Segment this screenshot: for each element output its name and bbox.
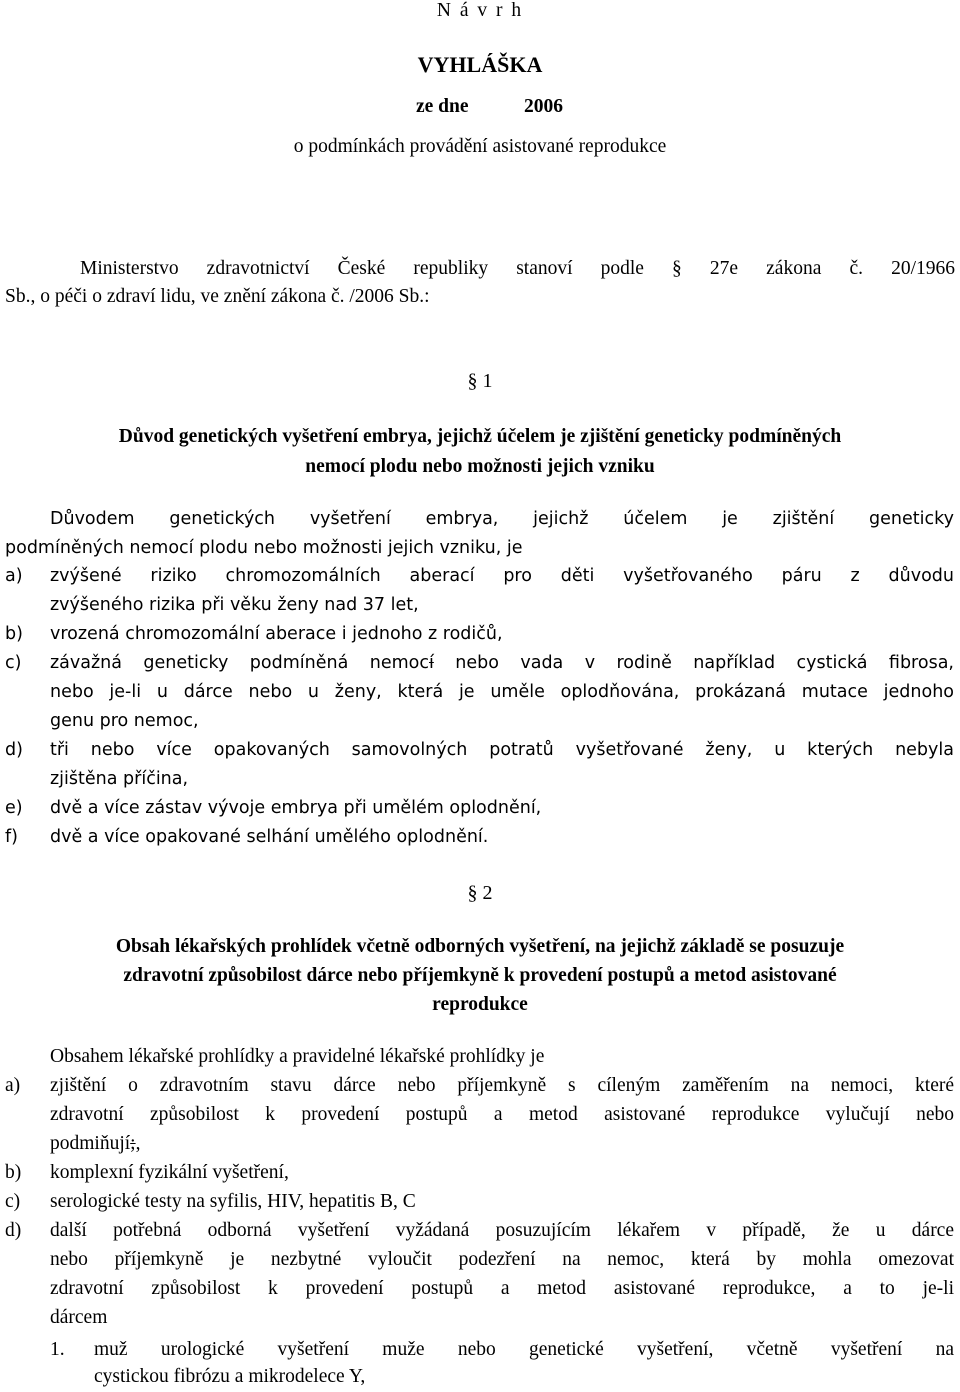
section-2-heading-line-1: Obsah lékařských prohlídek včetně odborných vyšetření, na jejichž základě se posuzuje: [115, 936, 845, 957]
s2-item-d-line-3: zdravotní způsobilost k provedení postupů a metod asistované reprodukce, a to je-li: [50, 1278, 954, 1299]
s2-item-d-line-2: nebo příjemkyně je nezbytné vyloučit podezření na nemoc, která by mohla omezovat: [50, 1249, 954, 1270]
list-item-b-line-1: vrozená chromozomální aberace i jednoho z rodičů,: [50, 624, 503, 644]
s2-item-a-post: ,: [135, 1133, 141, 1154]
list-item-c-line-2: nebo je-li u dárce nebo u ženy, která je uměle oplodňována, prokázaná mutace jednoho: [50, 682, 954, 702]
list-letter: c): [5, 1191, 21, 1212]
s2-item-d-line-1: další potřebná odborná vyšetření vyžádaná posuzujícím lékařem v případě, že u dárce: [50, 1220, 954, 1241]
s2-item-a-pre: podmiňují: [50, 1133, 131, 1154]
list-item-c-post: nebo vada v rodině například cystická fibrosa,: [433, 653, 954, 673]
section-2-heading-line-2: zdravotní způsobilost dárce nebo příjemkyně k provedení postupů a metod asistované: [123, 965, 837, 986]
intro-line-1: Ministerstvo zdravotnictví České republiky stanoví podle § 27e zákona č. 20/1966: [80, 258, 955, 279]
list-item-c-line-1: [50, 653, 954, 673]
list-letter: b): [5, 1162, 22, 1183]
list-item-d-line-1: tři nebo více opakovaných samovolných potratů vyšetřované ženy, u kterých nebyla: [50, 740, 954, 760]
s2-sub-1-line-2: cystickou fibrózu a mikrodelece Y,: [94, 1366, 366, 1387]
s2-sub-number: 1.: [50, 1339, 65, 1360]
section-1-heading-line-1: Důvod genetických vyšetření embrya, jejichž účelem je zjištění geneticky podmíněných: [118, 426, 842, 447]
list-letter: f): [5, 827, 18, 847]
s2-item-b: komplexní fyzikální vyšetření,: [50, 1162, 289, 1183]
section-2-lead: Obsahem lékařské prohlídky a pravidelné lékařské prohlídky je: [50, 1046, 545, 1067]
list-letter: a): [5, 566, 23, 586]
s2-item-a-struck: ;: [130, 1133, 136, 1154]
s2-item-d-line-4: dárcem: [50, 1307, 108, 1328]
list-item-c-pre: závažná geneticky podmíněná nemoc: [50, 653, 429, 673]
list-letter: b): [5, 624, 23, 644]
date-year: 2006: [524, 96, 563, 117]
document-title: VYHLÁŠKA: [417, 52, 543, 77]
list-letter: e): [5, 798, 23, 818]
list-letter: c): [5, 653, 22, 673]
list-item-a-line-1: zvýšené riziko chromozomálních aberací pro děti vyšetřovaného páru z důvodu: [50, 566, 954, 586]
list-item-d-line-2: zjištěna příčina,: [50, 769, 189, 789]
section-2-heading-line-3: reprodukce: [432, 994, 528, 1015]
list-item-c-struck: í: [428, 653, 434, 673]
section-1-heading-line-2: nemocí plodu nebo možnosti jejich vzniku: [305, 456, 655, 477]
s2-item-a-line-1: zjištění o zdravotním stavu dárce nebo příjemkyně s cíleným zaměřením na nemoci, které: [50, 1075, 954, 1096]
document-subtitle: o podmínkách provádění asistované reprodukce: [293, 136, 667, 157]
date-prefix: ze dne: [416, 96, 469, 117]
list-item-e-line-1: dvě a více zástav vývoje embrya při umělém oplodnění,: [50, 798, 542, 818]
list-item-a-line-2: zvýšeného rizika při věku ženy nad 37 let,: [50, 595, 419, 615]
s2-item-c: serologické testy na syfilis, HIV, hepatitis B, C: [50, 1191, 416, 1212]
intro-line-2: Sb., o péči o zdraví lidu, ve znění zákona č. /2006 Sb.:: [5, 286, 430, 307]
list-letter: a): [5, 1075, 21, 1096]
s2-sub-1-line-1: muž urologické vyšetření muže nebo genetické vyšetření, včetně vyšetření na: [94, 1339, 954, 1360]
s2-item-a-line-3: [50, 1133, 140, 1155]
s2-item-a-line-2: zdravotní způsobilost k provedení postupů a metod asistované reprodukce vylučují nebo: [50, 1104, 954, 1125]
list-item-c-line-3: genu pro nemoc,: [50, 711, 199, 731]
list-letter: d): [5, 740, 23, 760]
section-2-mark: § 2: [467, 882, 493, 904]
section-1-lead-line-1: Důvodem genetických vyšetření embrya, jejichž účelem je zjištění geneticky: [50, 509, 954, 529]
section-1-lead-line-2: podmíněných nemocí plodu nebo možnosti jejich vzniku, je: [5, 538, 523, 558]
list-letter: d): [5, 1220, 22, 1241]
section-1-mark: § 1: [467, 370, 493, 392]
list-item-f-line-1: dvě a více opakované selhání umělého oplodnění.: [50, 827, 489, 847]
draft-label: N á v r h: [436, 0, 524, 21]
